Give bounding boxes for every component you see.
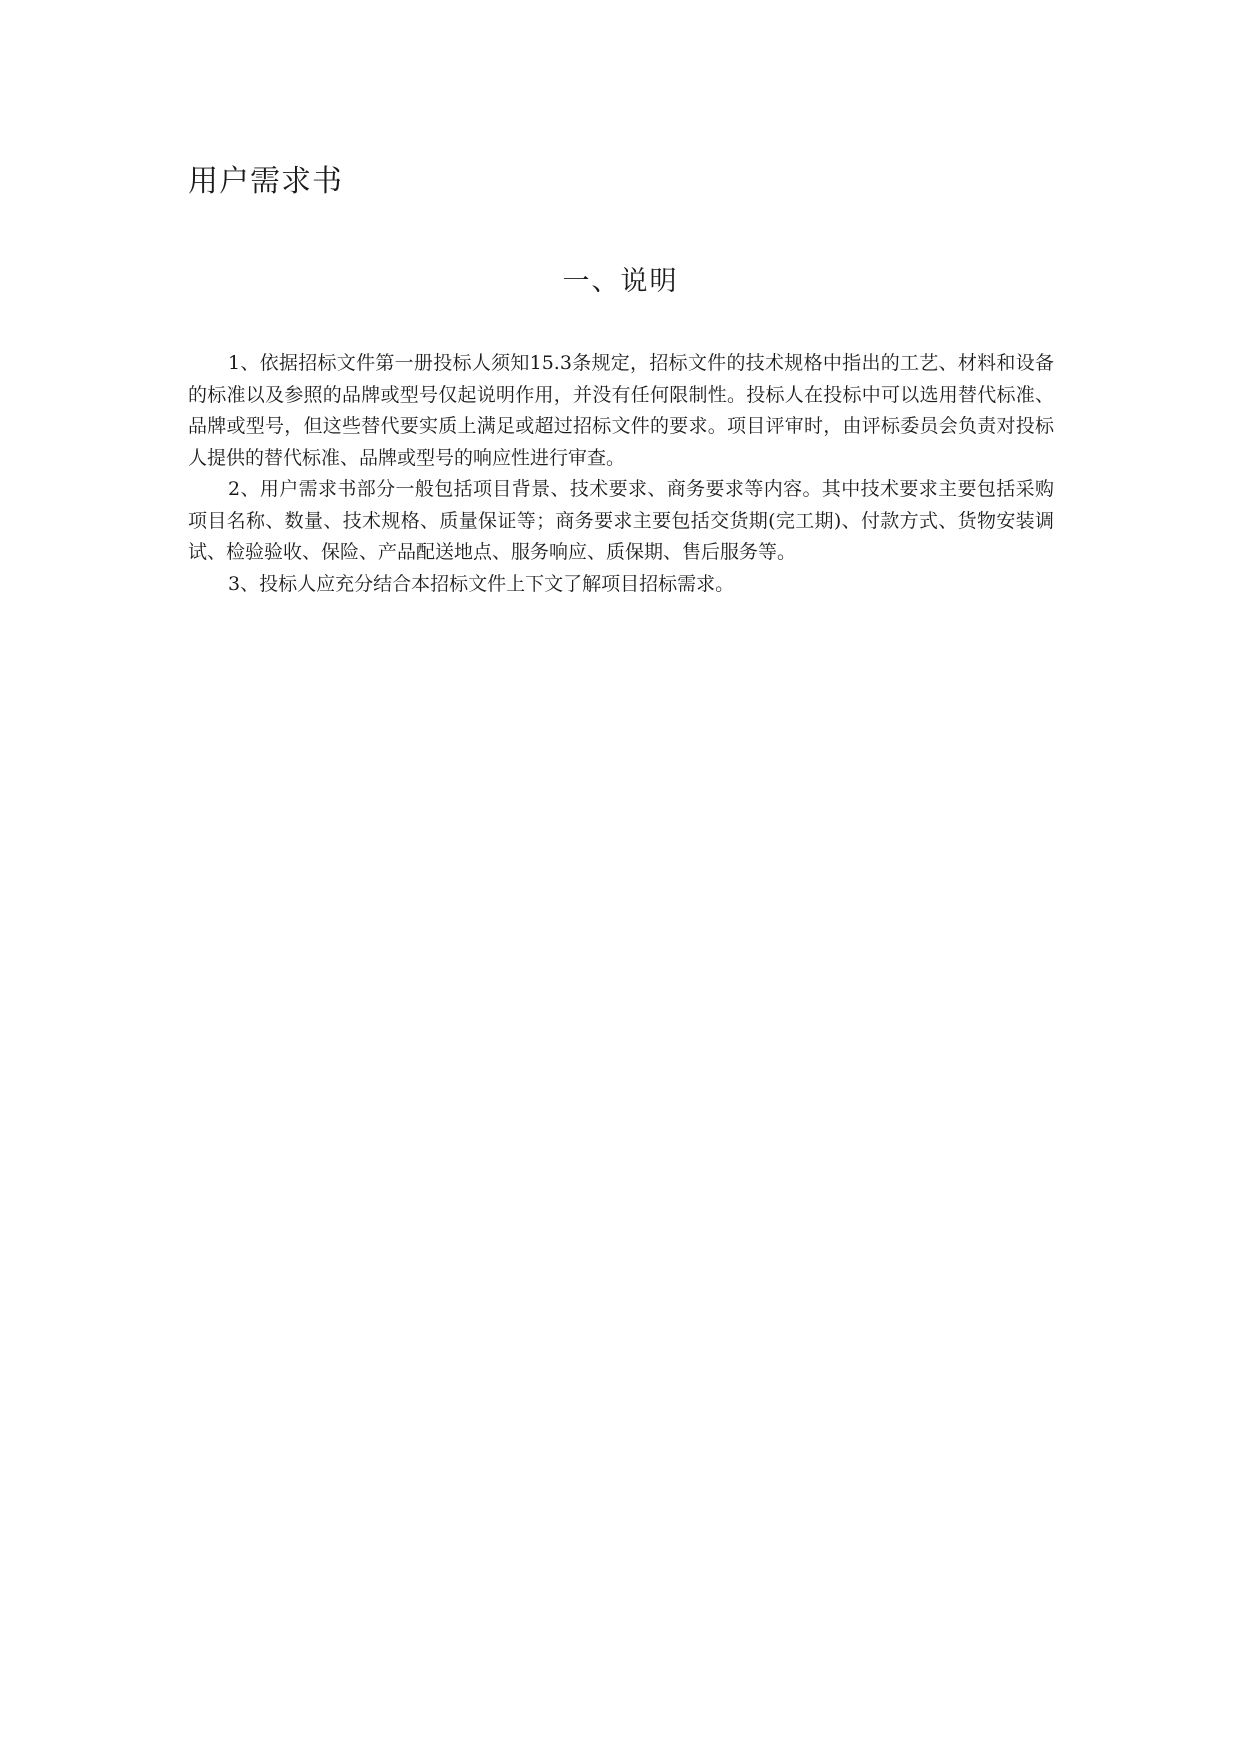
paragraph-1: 1、依据招标文件第一册投标人须知15.3条规定，招标文件的技术规格中指出的工艺、材料和设备的标准以及参照的品牌或型号仅起说明作用，并没有任何限制性。投标人在投标中可以选用替代标准、品牌或型号，但这些替代要实质上满足或超过招标文件的要求。项目评审时，由评标委员会负责对投标人提供的替代标准、品牌或型号的响应性进行审查。	[188, 352, 1054, 469]
document-title: 用户需求书	[188, 164, 343, 199]
paragraph-2: 2、用户需求书部分一般包括项目背景、技术要求、商务要求等内容。其中技术要求主要包括采购项目名称、数量、技术规格、质量保证等；商务要求主要包括交货期(完工期)、付款方式、货物安装调试、检验验收、保险、产品配送地点、服务响应、质保期、售后服务等。	[188, 478, 1054, 563]
section-heading: 一、说明	[562, 266, 679, 297]
document-body	[188, 348, 1054, 600]
paragraph-3: 3、投标人应充分结合本招标文件上下文了解项目招标需求。	[228, 572, 735, 595]
